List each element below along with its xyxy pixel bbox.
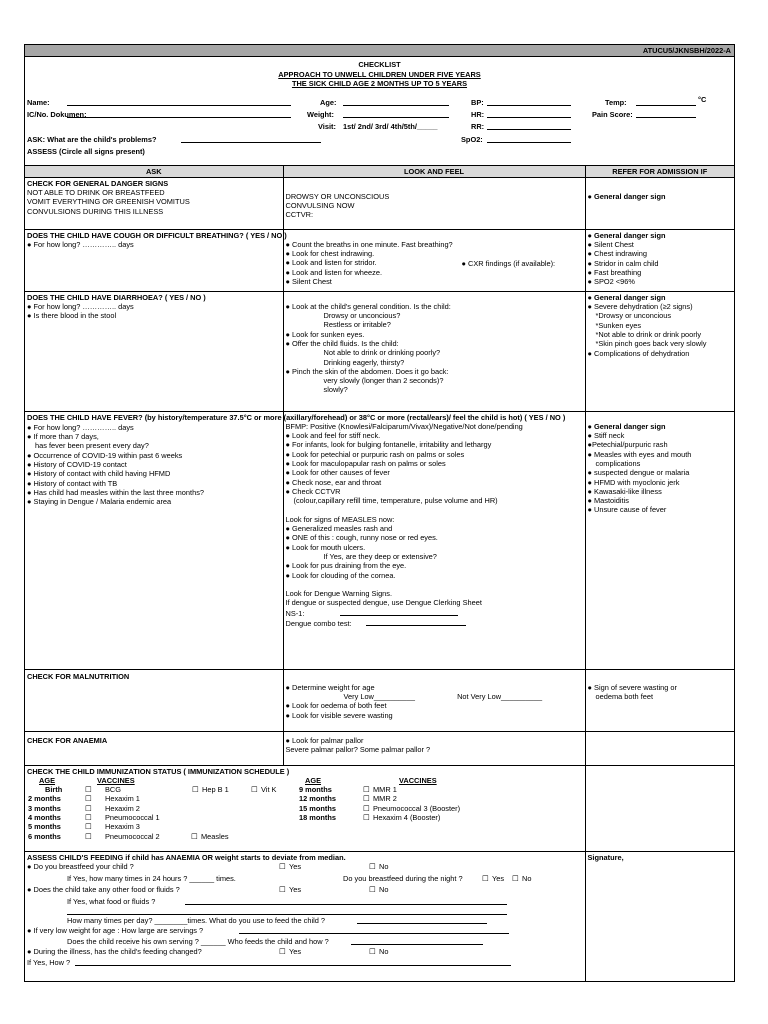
immunization-heading: CHECK THE CHILD IMMUNIZATION STATUS ( IMMUNIZATION SCHEDULE ) bbox=[27, 766, 290, 776]
fever-refer-item: ● Mastoiditis bbox=[587, 496, 629, 506]
fever-refer-item: ● suspected dengue or malaria bbox=[587, 468, 690, 478]
fever-look-item: ● Generalized measles rash and bbox=[285, 524, 393, 534]
no-checkbox[interactable]: ☐ bbox=[369, 947, 376, 957]
diarrhoea-ask bbox=[25, 292, 283, 411]
title-line-3: THE SICK CHILD AGE 2 MONTHS UP TO 5 YEARS bbox=[291, 79, 468, 88]
section-cough bbox=[25, 229, 734, 291]
col-look: LOOK AND FEEL bbox=[283, 165, 585, 177]
malnutrition-ask bbox=[25, 669, 283, 731]
breastfeed-times: If Yes, how many times in 24 hours ? ______ times. bbox=[67, 873, 236, 883]
diarrhoea-look-item: Drowsy or unconcious? bbox=[323, 311, 401, 321]
diarrhoea-refer-item: *Sunken eyes bbox=[595, 320, 642, 330]
schedule-age: Birth bbox=[45, 785, 63, 795]
danger-ask-item: VOMIT EVERYTHING OR GREENISH VOMITUS bbox=[27, 197, 190, 207]
how-changed-label: If Yes, How ? bbox=[27, 957, 71, 967]
yes-label: Yes bbox=[289, 947, 302, 957]
diarrhoea-look-item: very slowly (longer than 2 seconds)? bbox=[323, 376, 444, 386]
vaccine-name: MMR 1 bbox=[373, 785, 397, 795]
cough-refer-item: ● Silent Chest bbox=[587, 240, 634, 250]
very-low-option[interactable]: Very Low__________ bbox=[343, 692, 416, 702]
diarrhoea-ask-item: ● For how long? ………….. days bbox=[27, 302, 134, 312]
anaemia-look bbox=[283, 731, 585, 765]
yes-checkbox[interactable]: ☐ bbox=[482, 873, 489, 883]
vaccine-checkbox[interactable]: ☐ bbox=[191, 831, 198, 841]
feeding-heading: ASSESS CHILD'S FEEDING if child has ANAEMIA OR weight starts to deviate from median. bbox=[27, 852, 346, 862]
age-header-left: AGE bbox=[39, 776, 56, 786]
fever-refer-item: ● Unsure cause of fever bbox=[587, 505, 667, 515]
fever-ask-item: ● If more than 7 days, bbox=[27, 432, 99, 442]
what-food-question: If Yes, what food or fluids ? bbox=[67, 896, 156, 906]
combo-field[interactable] bbox=[366, 618, 466, 626]
checklist-form bbox=[24, 44, 735, 982]
signature-cell bbox=[585, 851, 734, 981]
spo2-field[interactable] bbox=[487, 135, 571, 143]
immunization-panel bbox=[25, 765, 585, 851]
pallor-severity: Severe palmar pallor? Some palmar pallor ? bbox=[285, 745, 431, 755]
malnutrition-refer-item: ● Sign of severe wasting or bbox=[587, 682, 677, 692]
cxr-findings: ● CXR findings (if available): bbox=[461, 258, 556, 268]
fever-look-item: ● Look for petechial or purpuric rash on palms or soles bbox=[285, 449, 465, 459]
malnutrition-look bbox=[283, 669, 585, 731]
vaccine-checkbox[interactable]: ☐ bbox=[85, 803, 92, 813]
diarrhoea-refer-item: ● General danger sign bbox=[587, 292, 666, 302]
diarrhoea-refer-item: *Not able to drink or drink poorly bbox=[595, 329, 702, 339]
danger-ask bbox=[25, 177, 283, 229]
cough-look-item: ● Silent Chest bbox=[285, 276, 332, 286]
vaccine-name: Hexaxim 3 bbox=[105, 822, 140, 832]
rr-label: RR: bbox=[471, 121, 485, 131]
section-malnutrition bbox=[25, 669, 734, 731]
section-diarrhoea bbox=[25, 291, 734, 411]
ic-field[interactable] bbox=[67, 110, 291, 118]
vaccine-checkbox[interactable]: ☐ bbox=[85, 822, 92, 832]
fever-look-item: If dengue or suspected dengue, use Dengue Clerking Sheet bbox=[285, 598, 482, 608]
vaccine-name: Hexaxim 4 (Booster) bbox=[373, 812, 441, 822]
age-header-right: AGE bbox=[305, 776, 322, 786]
bp-field[interactable] bbox=[487, 98, 571, 106]
malnutrition-heading: CHECK FOR MALNUTRITION bbox=[27, 671, 130, 681]
fever-ask-item: ● Occurrence of COVID-19 within past 6 weeks bbox=[27, 450, 183, 460]
fever-look bbox=[283, 412, 585, 669]
fever-look-item: If Yes, are they deep or extensive? bbox=[323, 551, 437, 561]
diarrhoea-look-item: ● Look at the child's general condition. Is the child: bbox=[285, 301, 451, 311]
schedule-age: 3 months bbox=[28, 803, 61, 813]
vaccine-name: Hexaxim 2 bbox=[105, 803, 140, 813]
oedema-check: ● Look for oedema of both feet bbox=[285, 701, 387, 711]
section-danger-signs bbox=[25, 177, 734, 229]
yes-label: Yes bbox=[289, 862, 302, 872]
anaemia-heading: CHECK FOR ANAEMIA bbox=[27, 735, 108, 745]
servings-question: ● If very low weight for age : How large are servings ? bbox=[27, 926, 204, 936]
no-label: No bbox=[379, 947, 389, 957]
schedule-age: 2 months bbox=[28, 794, 61, 804]
spo2-label: SpO2: bbox=[461, 134, 483, 144]
danger-look-item: DROWSY OR UNCONSCIOUS bbox=[285, 191, 390, 201]
cough-look bbox=[283, 230, 585, 291]
vaccine-checkbox[interactable]: ☐ bbox=[85, 831, 92, 841]
other-food-question: ● Does the child take any other food or fluids ? bbox=[27, 885, 180, 895]
diarrhoea-refer-item: *Drowsy or unconcious bbox=[595, 311, 672, 321]
fever-refer-item: ● HFMD with myoclonic jerk bbox=[587, 477, 680, 487]
combo-label: Dengue combo test: bbox=[285, 619, 352, 629]
malnutrition-refer-item: oedema both feet bbox=[595, 692, 654, 702]
diarrhoea-refer-item: ● Complications of dehydration bbox=[587, 348, 690, 358]
vaccine-name: Pneumococcal 3 (Booster) bbox=[373, 803, 461, 813]
not-very-low-option[interactable]: Not Very Low__________ bbox=[457, 692, 543, 702]
fever-look-item: ● Check CCTVR bbox=[285, 486, 341, 496]
assess-label: ASSESS (Circle all signs present) bbox=[27, 146, 145, 156]
diarrhoea-look-item: ● Look for sunken eyes. bbox=[285, 329, 365, 339]
yes-label: Yes bbox=[492, 873, 505, 883]
weight-for-age: ● Determine weight for age bbox=[285, 682, 375, 692]
fever-look-item: ● Look and feel for stiff neck. bbox=[285, 431, 381, 441]
patient-info bbox=[25, 89, 734, 165]
section-immunization bbox=[25, 765, 734, 851]
fever-ask-item: has fever been present every day? bbox=[35, 441, 149, 451]
column-headers bbox=[25, 165, 734, 177]
pain-label: Pain Score: bbox=[592, 109, 633, 119]
vaccine-checkbox[interactable]: ☐ bbox=[363, 803, 370, 813]
col-refer: REFER FOR ADMISSION IF bbox=[585, 165, 734, 177]
weight-label: Weight: bbox=[307, 109, 334, 119]
schedule-age: 4 months bbox=[28, 812, 61, 822]
fever-look-item: ● For infants, look for bulging fontanelle, irritability and lethargy bbox=[285, 440, 492, 450]
hr-field[interactable] bbox=[487, 110, 571, 118]
night-breastfeed-question: Do you breastfeed during the night ? bbox=[343, 873, 463, 883]
fever-heading: DOES THE CHILD HAVE FEVER? (by history/temperature 37.5°C or more (axillary/forehead) or 38°C or more (rectal/ears)/ feel the child is hot) ( YES / NO ) bbox=[27, 412, 566, 422]
vaccine-checkbox[interactable]: ☐ bbox=[363, 785, 370, 795]
no-checkbox[interactable]: ☐ bbox=[512, 873, 519, 883]
fever-look-item: ● ONE of this : cough, runny nose or red eyes. bbox=[285, 533, 438, 543]
signature-label: Signature, bbox=[587, 852, 624, 862]
cough-refer-item: ● Fast breathing bbox=[587, 267, 642, 277]
vaccine-name: Pneumococcal 1 bbox=[105, 812, 160, 822]
yes-label: Yes bbox=[289, 885, 302, 895]
what-food-field-2[interactable] bbox=[67, 907, 507, 915]
vaccine-name: Pneumococcal 2 bbox=[105, 831, 160, 841]
temp-label: Temp: bbox=[605, 97, 627, 107]
fever-ask-item: ● History of contact with child having HFMD bbox=[27, 469, 171, 479]
fever-look-item: BFMP: Positive (Knowlesi/Falciparum/Vivax)/Negative/Not done/pending bbox=[285, 421, 523, 431]
vaccine-checkbox[interactable]: ☐ bbox=[251, 785, 258, 795]
danger-heading: CHECK FOR GENERAL DANGER SIGNS bbox=[27, 178, 169, 188]
fever-refer-item: ● Measles with eyes and mouth bbox=[587, 449, 692, 459]
malnutrition-refer bbox=[585, 669, 734, 731]
bp-label: BP: bbox=[471, 97, 484, 107]
yes-checkbox[interactable]: ☐ bbox=[279, 947, 286, 957]
vaccine-name: MMR 2 bbox=[373, 794, 397, 804]
no-label: No bbox=[379, 885, 389, 895]
no-label: No bbox=[522, 873, 532, 883]
danger-refer bbox=[585, 177, 734, 229]
ns1-row bbox=[286, 608, 583, 618]
fever-look-item: ● Check nose, ear and throat bbox=[285, 477, 382, 487]
fever-look-item: (colour,capillary refill time, temperature, pulse volume and HR) bbox=[293, 496, 498, 506]
diarrhoea-heading: DOES THE CHILD HAVE DIARRHOEA? ( YES / NO ) bbox=[27, 292, 206, 302]
vaccine-name: BCG bbox=[105, 785, 122, 795]
visit-label: Visit: bbox=[318, 121, 336, 131]
name-label: Name: bbox=[27, 97, 50, 107]
diarrhoea-look-item: slowly? bbox=[323, 385, 348, 395]
form-code: ATUCU5/JKNSBH/2022-A bbox=[25, 45, 734, 57]
fever-look-item: Look for signs of MEASLES now: bbox=[285, 514, 395, 524]
vaccine-name: Vit K bbox=[261, 785, 277, 795]
fever-refer bbox=[585, 412, 734, 669]
problems-field[interactable] bbox=[181, 135, 321, 143]
fever-look-item bbox=[286, 580, 583, 589]
fever-look-item: ● Look for mouth ulcers. bbox=[285, 542, 366, 552]
age-field[interactable] bbox=[343, 98, 449, 106]
what-food-field[interactable] bbox=[185, 897, 507, 905]
cough-refer-item: ● General danger sign bbox=[587, 230, 666, 240]
col-ask: ASK bbox=[25, 165, 283, 177]
cough-look-item: ● Look for chest indrawing. bbox=[285, 249, 375, 259]
section-feeding bbox=[25, 851, 734, 981]
times-per-day: How many times per day? ________times. What do you use to feed the child ? bbox=[67, 915, 325, 925]
diarrhoea-look bbox=[283, 292, 585, 411]
name-field[interactable] bbox=[67, 98, 291, 106]
fever-refer-item: ● Stiff neck bbox=[587, 431, 625, 441]
diarrhoea-refer-item: *Skin pinch goes back very slowly bbox=[595, 339, 707, 349]
diarrhoea-ask-item: ● Is there blood in the stool bbox=[27, 311, 117, 321]
palmar-pallor: ● Look for palmar pallor bbox=[285, 735, 364, 745]
cough-refer-item: ● Stridor in calm child bbox=[587, 258, 659, 268]
danger-look bbox=[283, 177, 585, 229]
fever-refer-item: ● General danger sign bbox=[587, 421, 666, 431]
fever-look-item: ● Look for maculopapular rash on palms or soles bbox=[285, 458, 446, 468]
age-label: Age: bbox=[320, 97, 337, 107]
no-label: No bbox=[379, 862, 389, 872]
fever-look-item: ● Look for clouding of the cornea. bbox=[285, 570, 396, 580]
no-checkbox[interactable]: ☐ bbox=[369, 885, 376, 895]
vaccines-header-right: VACCINES bbox=[399, 776, 437, 786]
title-line-2: APPROACH TO UNWELL CHILDREN UNDER FIVE YEARS bbox=[278, 69, 481, 79]
vaccine-name: Hexaxim 1 bbox=[105, 794, 140, 804]
how-changed-field[interactable] bbox=[75, 958, 511, 966]
combo-row bbox=[286, 618, 583, 628]
weight-field[interactable] bbox=[343, 110, 449, 118]
ns1-field[interactable] bbox=[340, 608, 458, 616]
vaccine-checkbox[interactable]: ☐ bbox=[192, 785, 199, 795]
schedule-age: 5 months bbox=[28, 822, 61, 832]
fever-look-item: ● Look for other causes of fever bbox=[285, 468, 390, 478]
diarrhoea-look-item: Not able to drink or drinking poorly? bbox=[323, 348, 441, 358]
vaccine-checkbox[interactable]: ☐ bbox=[363, 812, 370, 822]
cough-look-item: ● Look and listen for stridor. bbox=[285, 258, 377, 268]
fever-ask-item: ● Staying in Dengue / Malaria endemic area bbox=[27, 497, 172, 507]
servings-field[interactable] bbox=[239, 926, 509, 934]
diarrhoea-look-item: ● Pinch the skin of the abdomen. Does it go back: bbox=[285, 366, 449, 376]
cough-refer-item: ● SPO2 <96% bbox=[587, 277, 635, 287]
fever-ask-item: ● Has child had measles within the last three months? bbox=[27, 487, 205, 497]
ask-problems-label: ASK: What are the child's problems? bbox=[27, 134, 157, 144]
cough-heading: DOES THE CHILD HAVE COUGH OR DIFFICULT BREATHING? ( YES / NO ) bbox=[27, 230, 287, 240]
feeding-method-field[interactable] bbox=[357, 916, 487, 924]
cough-refer-item: ● Chest indrawing bbox=[587, 249, 648, 259]
vaccine-checkbox[interactable]: ☐ bbox=[85, 794, 92, 804]
diarrhoea-look-item: Drinking eagerly, thirsty? bbox=[323, 357, 405, 367]
fever-refer-item: ●Petechial/purpuric rash bbox=[587, 440, 668, 450]
fever-ask-item: ● History of COVID-19 contact bbox=[27, 459, 127, 469]
pain-field[interactable] bbox=[636, 110, 696, 118]
cough-ask-item: ● For how long? ………….. days bbox=[27, 240, 134, 250]
assessment-table bbox=[25, 165, 734, 982]
diarrhoea-refer bbox=[585, 292, 734, 411]
schedule-age: 15 months bbox=[299, 803, 336, 813]
danger-refer-item: ● General danger sign bbox=[587, 191, 666, 201]
fever-ask-item: ● For how long? ………….. days bbox=[27, 422, 134, 432]
vaccine-checkbox[interactable]: ☐ bbox=[363, 794, 370, 804]
vaccine-name: Measles bbox=[201, 831, 229, 841]
fever-look-item: Look for Dengue Warning Signs. bbox=[285, 589, 393, 599]
vaccines-header-left: VACCINES bbox=[97, 776, 135, 786]
vaccine-name: Hep B 1 bbox=[202, 785, 229, 795]
vaccine-checkbox[interactable]: ☐ bbox=[85, 812, 92, 822]
schedule-age: 12 months bbox=[299, 794, 336, 804]
cough-look-item: ● Count the breaths in one minute. Fast breathing? bbox=[285, 239, 453, 249]
schedule-age: 6 months bbox=[28, 831, 61, 841]
danger-look-item: CCTVR: bbox=[285, 210, 314, 220]
own-serving-question: Does the child receive his own serving ? ______ Who feeds the child and how ? bbox=[67, 936, 329, 946]
danger-look-item: CONVULSING NOW bbox=[285, 201, 355, 211]
anaemia-refer bbox=[585, 731, 734, 765]
schedule-age: 9 months bbox=[299, 785, 332, 795]
temp-unit: °C bbox=[698, 94, 707, 104]
no-checkbox[interactable]: ☐ bbox=[369, 862, 376, 872]
anaemia-ask bbox=[25, 731, 283, 765]
breastfeed-question: ● Do you breastfeed your child ? bbox=[27, 862, 134, 872]
temp-field[interactable] bbox=[636, 98, 696, 106]
weight-category-row bbox=[286, 692, 583, 701]
diarrhoea-look-item: Restless or irritable? bbox=[323, 320, 391, 330]
section-fever bbox=[25, 411, 734, 669]
rr-field[interactable] bbox=[487, 122, 571, 130]
vaccine-checkbox[interactable]: ☐ bbox=[85, 785, 92, 795]
hr-label: HR: bbox=[471, 109, 485, 119]
schedule-age: 18 months bbox=[299, 812, 336, 822]
form-title bbox=[25, 57, 734, 89]
feeding-panel bbox=[25, 851, 585, 981]
cough-refer bbox=[585, 230, 734, 291]
cough-look-item: ● Look and listen for wheeze. bbox=[285, 267, 382, 277]
visit-options[interactable]: 1st/ 2nd/ 3rd/ 4th/5th/_____ bbox=[343, 121, 438, 131]
yes-checkbox[interactable]: ☐ bbox=[279, 885, 286, 895]
section-anaemia bbox=[25, 731, 734, 765]
diarrhoea-refer-item: ● Severe dehydration (≥2 signs) bbox=[587, 302, 693, 312]
feeding-changed-question: ● During the illness, has the child's feeding changed? bbox=[27, 947, 202, 957]
immunization-refer bbox=[585, 765, 734, 851]
danger-ask-item: CONVULSIONS DURING THIS ILLNESS bbox=[27, 206, 164, 216]
who-feeds-field[interactable] bbox=[351, 937, 483, 945]
yes-checkbox[interactable]: ☐ bbox=[279, 862, 286, 872]
diarrhoea-look-item: ● Offer the child fluids. Is the child: bbox=[285, 338, 399, 348]
fever-look-item bbox=[286, 505, 583, 514]
ic-label: IC/No. Dokumen: bbox=[27, 109, 87, 119]
fever-ask-item: ● History of contact with TB bbox=[27, 478, 118, 488]
title-line-1: CHECKLIST bbox=[358, 60, 401, 69]
fever-refer-item: complications bbox=[595, 458, 641, 468]
ns1-label: NS-1: bbox=[285, 608, 305, 618]
cough-ask bbox=[25, 230, 287, 291]
danger-ask-item: NOT ABLE TO DRINK OR BREASTFEED bbox=[27, 188, 165, 198]
fever-look-item: ● Look for pus draining from the eye. bbox=[285, 561, 407, 571]
fever-refer-item: ● Kawasaki-like illness bbox=[587, 486, 662, 496]
wasting-check: ● Look for visible severe wasting bbox=[285, 710, 393, 720]
